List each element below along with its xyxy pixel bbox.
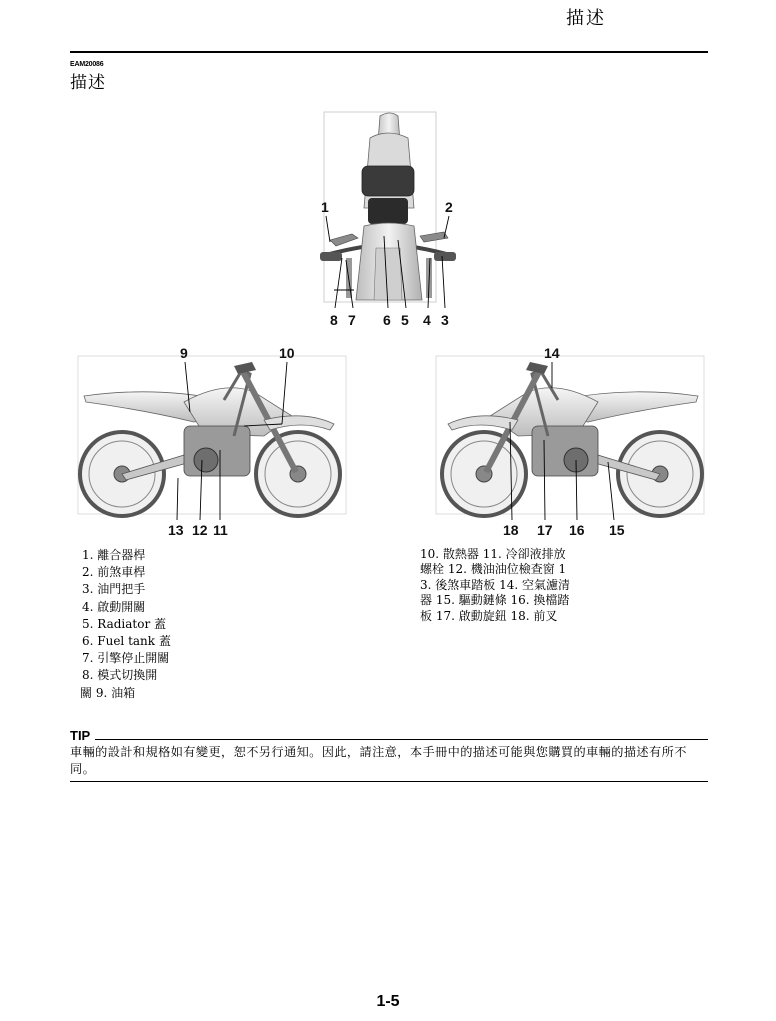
legend-item: 3. 油門把手 bbox=[82, 582, 146, 597]
left-callout-12: 12 bbox=[192, 522, 208, 538]
right-callout-14: 14 bbox=[544, 345, 560, 361]
legend-item: 1. 離合器桿 bbox=[82, 548, 146, 562]
section-title: 描述 bbox=[70, 73, 106, 93]
front-callout-6: 6 bbox=[383, 312, 391, 328]
legend-item: 6. Fuel tank 蓋 bbox=[82, 634, 171, 649]
front-callout-8: 8 bbox=[330, 312, 338, 328]
legend-item: 8. 模式切換開 bbox=[82, 668, 158, 683]
right-callout-17: 17 bbox=[537, 522, 553, 538]
running-title: 描述 bbox=[566, 8, 606, 29]
front-callout-2: 2 bbox=[445, 199, 453, 215]
tip-rule-bottom bbox=[70, 781, 708, 782]
legend-item: 關 9. 油箱 bbox=[80, 685, 136, 700]
legend-item: 2. 前煞車桿 bbox=[82, 565, 146, 580]
left-callout-11: 11 bbox=[213, 522, 228, 538]
right-front-wheel bbox=[442, 432, 526, 516]
front-callout-3: 3 bbox=[441, 312, 449, 328]
page-number: 1-5 bbox=[376, 993, 400, 1010]
right-callout-16: 16 bbox=[569, 522, 585, 538]
front-callout-5: 5 bbox=[401, 312, 409, 328]
section-code: EAM20086 bbox=[70, 61, 104, 68]
header-rule bbox=[70, 51, 708, 53]
left-side-illustration bbox=[74, 340, 354, 540]
tip-label: TIP bbox=[70, 728, 91, 743]
front-callout-7: 7 bbox=[348, 312, 356, 328]
legend-left bbox=[82, 547, 322, 702]
right-side-illustration bbox=[432, 340, 712, 540]
left-front-wheel bbox=[256, 432, 340, 516]
front-callout-1: 1 bbox=[321, 199, 329, 215]
tip-text: 車輛的設計和規格如有變更，恕不另行通知。因此，請注意，本手冊中的描述可能與您購買的車輛的描述有所不同。 bbox=[70, 745, 687, 776]
legend-right: 10. 散熱器 11. 冷卻液排放螺栓 12. 機油油位檢查窗 13. 後煞車踏板 14. 空氣濾清器 15. 驅動鏈條 16. 換檔踏板 17. 啟動旋鈕 18. 前叉 bbox=[420, 547, 570, 623]
front-view-illustration bbox=[318, 108, 468, 338]
legend-item: 5. Radiator 蓋 bbox=[82, 616, 167, 631]
front-callout-4: 4 bbox=[423, 312, 431, 328]
left-callout-13: 13 bbox=[168, 522, 184, 538]
legend-item: 4. 啟動開關 bbox=[82, 599, 146, 614]
tip-rule-top bbox=[95, 739, 708, 740]
left-callout-9: 9 bbox=[180, 345, 188, 361]
right-callout-18: 18 bbox=[503, 522, 519, 538]
legend-item: 7. 引擎停止開關 bbox=[82, 651, 170, 666]
right-callout-15: 15 bbox=[609, 522, 625, 538]
left-callout-10: 10 bbox=[279, 345, 295, 361]
